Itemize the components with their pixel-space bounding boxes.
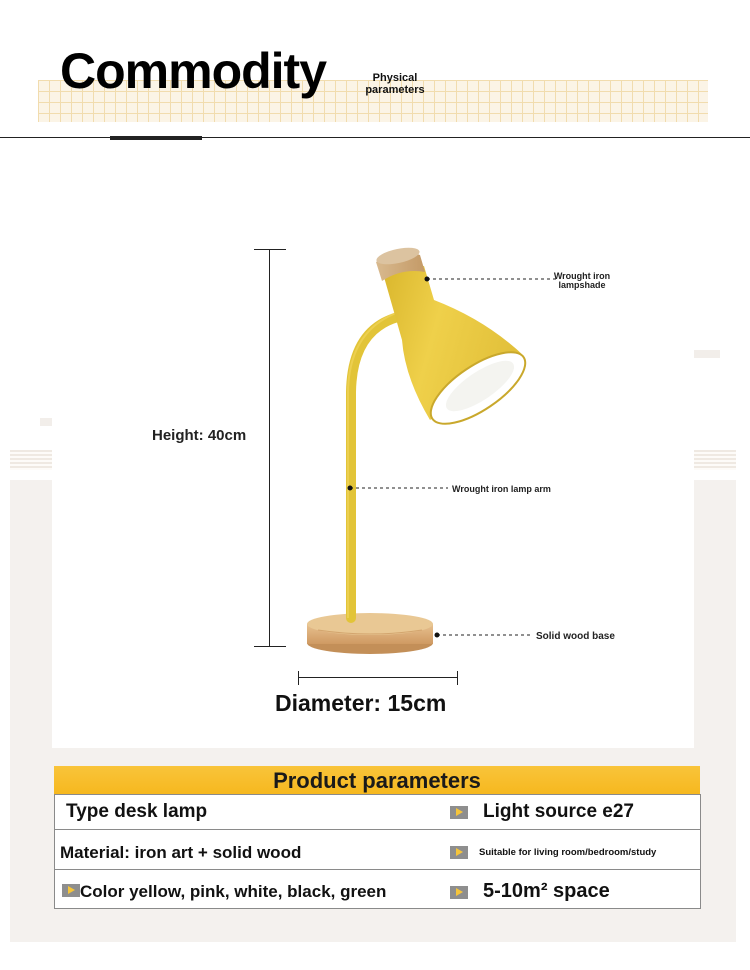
height-dimension-cap-bottom (254, 646, 286, 647)
wood-base-top (307, 613, 433, 635)
param-material: Material: iron art + solid wood (60, 843, 302, 862)
diameter-dimension-cap-right (457, 671, 458, 685)
page-subtitle: Physical parameters (365, 72, 425, 96)
bullet-marker-icon (450, 846, 468, 859)
param-suitable-for: Suitable for living room/bedroom/study (479, 847, 657, 858)
diameter-dimension-line (298, 677, 458, 678)
params-row-divider (55, 869, 700, 870)
height-label: Height: 40cm (152, 427, 247, 444)
bullet-marker-icon (62, 884, 80, 897)
callout-arm: Wrought iron lamp arm (452, 484, 551, 494)
page-title: Commodity (60, 43, 326, 99)
params-table-header: Product parameters (54, 766, 700, 794)
diameter-label: Diameter: 15cm (275, 690, 447, 716)
param-type: Type desk lamp (66, 801, 208, 822)
param-space: 5-10m² space (483, 880, 610, 902)
height-dimension-cap-top (254, 249, 286, 250)
bullet-marker-icon (450, 806, 468, 819)
param-light-source: Light source e27 (483, 801, 634, 822)
height-dimension-line (269, 249, 270, 647)
bullet-marker-icon (450, 886, 468, 899)
callout-lampshade: Wrought iron lampshade (553, 271, 611, 290)
lamp-arm (351, 317, 398, 618)
diameter-dimension-cap-left (298, 671, 299, 685)
params-row-divider (55, 829, 700, 830)
callout-base: Solid wood base (536, 631, 615, 642)
param-color: Color yellow, pink, white, black, green (80, 882, 387, 901)
